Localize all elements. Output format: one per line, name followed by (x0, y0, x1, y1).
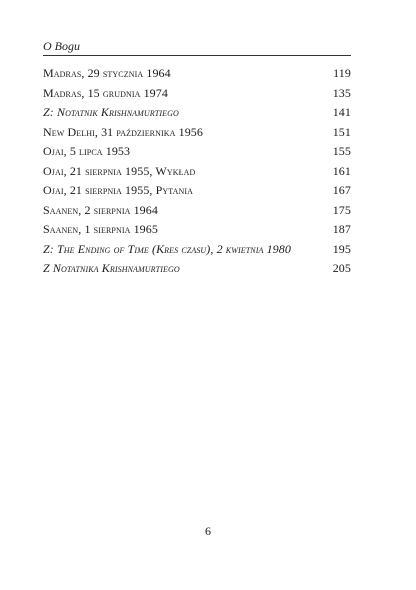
toc-entry-title: Z: The Ending of Time (Kres czasu), 2 kwietnia 1980 (43, 241, 291, 256)
toc-entry (43, 164, 351, 184)
toc-entry-page: 161 (332, 163, 351, 178)
toc-entry-page: 119 (333, 66, 351, 80)
toc-entry-title: Saanen, 2 sierpnia 1964 (43, 202, 158, 217)
header-rule (43, 55, 351, 56)
toc-entry-page: 205 (332, 261, 351, 275)
toc-entry-title: Ojai, 5 lipca 1953 (43, 144, 131, 158)
running-head: O Bogu (43, 39, 80, 53)
toc-entry (43, 144, 351, 164)
toc-entry-page: 141 (332, 105, 351, 119)
toc-entry-page: 135 (332, 85, 351, 100)
table-of-contents (43, 66, 351, 281)
toc-entry (43, 203, 351, 223)
toc-entry (43, 86, 351, 106)
toc-entry-title: Saanen, 1 sierpnia 1965 (43, 222, 158, 236)
toc-entry (43, 222, 351, 242)
toc-entry-title: Madras, 29 stycznia 1964 (43, 66, 171, 80)
toc-entry-page: 195 (332, 241, 351, 256)
toc-entry-title: Ojai, 21 sierpnia 1955, Pytania (43, 183, 194, 197)
toc-entry-title: Ojai, 21 sierpnia 1955, Wykład (43, 163, 196, 178)
page-number: 6 (205, 524, 211, 538)
toc-entry-title: New Delhi, 31 października 1956 (43, 124, 204, 139)
toc-entry (43, 242, 351, 262)
toc-entry-title: Z: Notatnik Krishnamurtiego (43, 105, 179, 119)
toc-entry-title: Madras, 15 grudnia 1974 (43, 85, 168, 100)
toc-entry (43, 261, 351, 281)
toc-entry-page: 155 (332, 144, 351, 158)
toc-entry (43, 125, 351, 145)
toc-entry (43, 105, 351, 125)
toc-entry (43, 183, 351, 203)
toc-entry-page: 167 (332, 183, 351, 197)
toc-entry (43, 66, 351, 86)
toc-entry-page: 175 (332, 202, 351, 217)
toc-entry-title: Z Notatnika Krishnamurtiego (43, 261, 180, 275)
toc-entry-page: 151 (332, 124, 351, 139)
toc-entry-page: 187 (332, 222, 351, 236)
